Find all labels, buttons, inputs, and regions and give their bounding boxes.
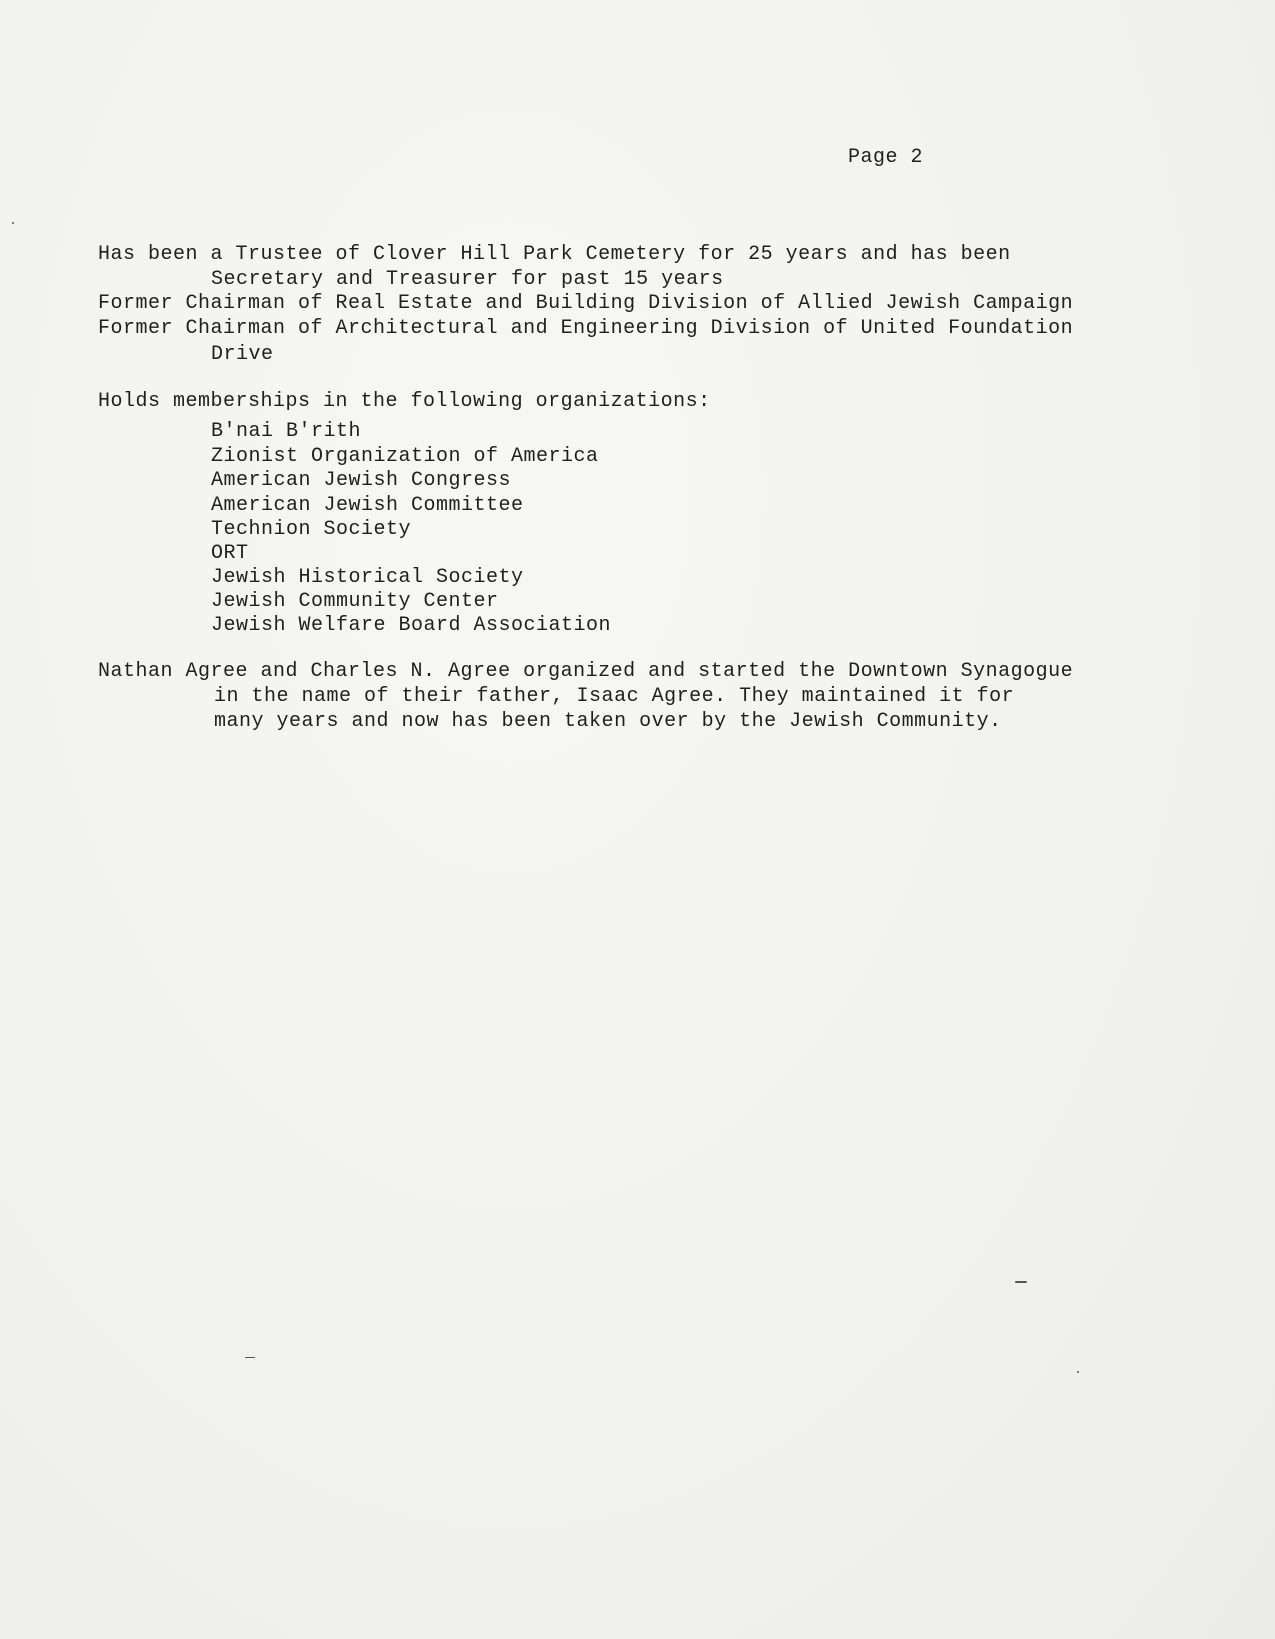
organization-item: Zionist Organization of America xyxy=(211,445,599,468)
organization-item: B'nai B'rith xyxy=(211,420,362,443)
organization-item: Jewish Community Center xyxy=(211,590,499,613)
paragraph-line: Nathan Agree and Charles N. Agree organized and started the Downtown Synagogue xyxy=(98,660,1074,683)
activity-line: Has been a Trustee of Clover Hill Park Cemetery for 25 years and has been xyxy=(98,243,1011,266)
paragraph-line: many years and now has been taken over by the Jewish Community. xyxy=(214,710,1002,733)
paper-speck xyxy=(1077,1371,1079,1373)
activity-line: Former Chairman of Architectural and Engineering Division of United Foundation xyxy=(98,317,1074,340)
activity-line: Secretary and Treasurer for past 15 years xyxy=(211,268,724,291)
paper-speck xyxy=(245,1357,255,1358)
paper-speck xyxy=(12,222,14,224)
organization-item: American Jewish Committee xyxy=(211,494,524,517)
organization-item: Technion Society xyxy=(211,518,412,541)
organization-item: American Jewish Congress xyxy=(211,469,512,492)
activity-line: Former Chairman of Real Estate and Building Division of Allied Jewish Campaign xyxy=(98,292,1074,315)
paragraph-line: in the name of their father, Isaac Agree. They maintained it for xyxy=(214,685,1015,708)
organization-item: Jewish Historical Society xyxy=(211,566,524,589)
memberships-intro: Holds memberships in the following organizations: xyxy=(98,390,711,413)
page-number: Page 2 xyxy=(848,146,924,169)
organization-item: ORT xyxy=(211,542,249,565)
organization-item: Jewish Welfare Board Association xyxy=(211,614,612,637)
paper-speck xyxy=(1015,1281,1027,1283)
activity-line: Drive xyxy=(211,343,274,366)
